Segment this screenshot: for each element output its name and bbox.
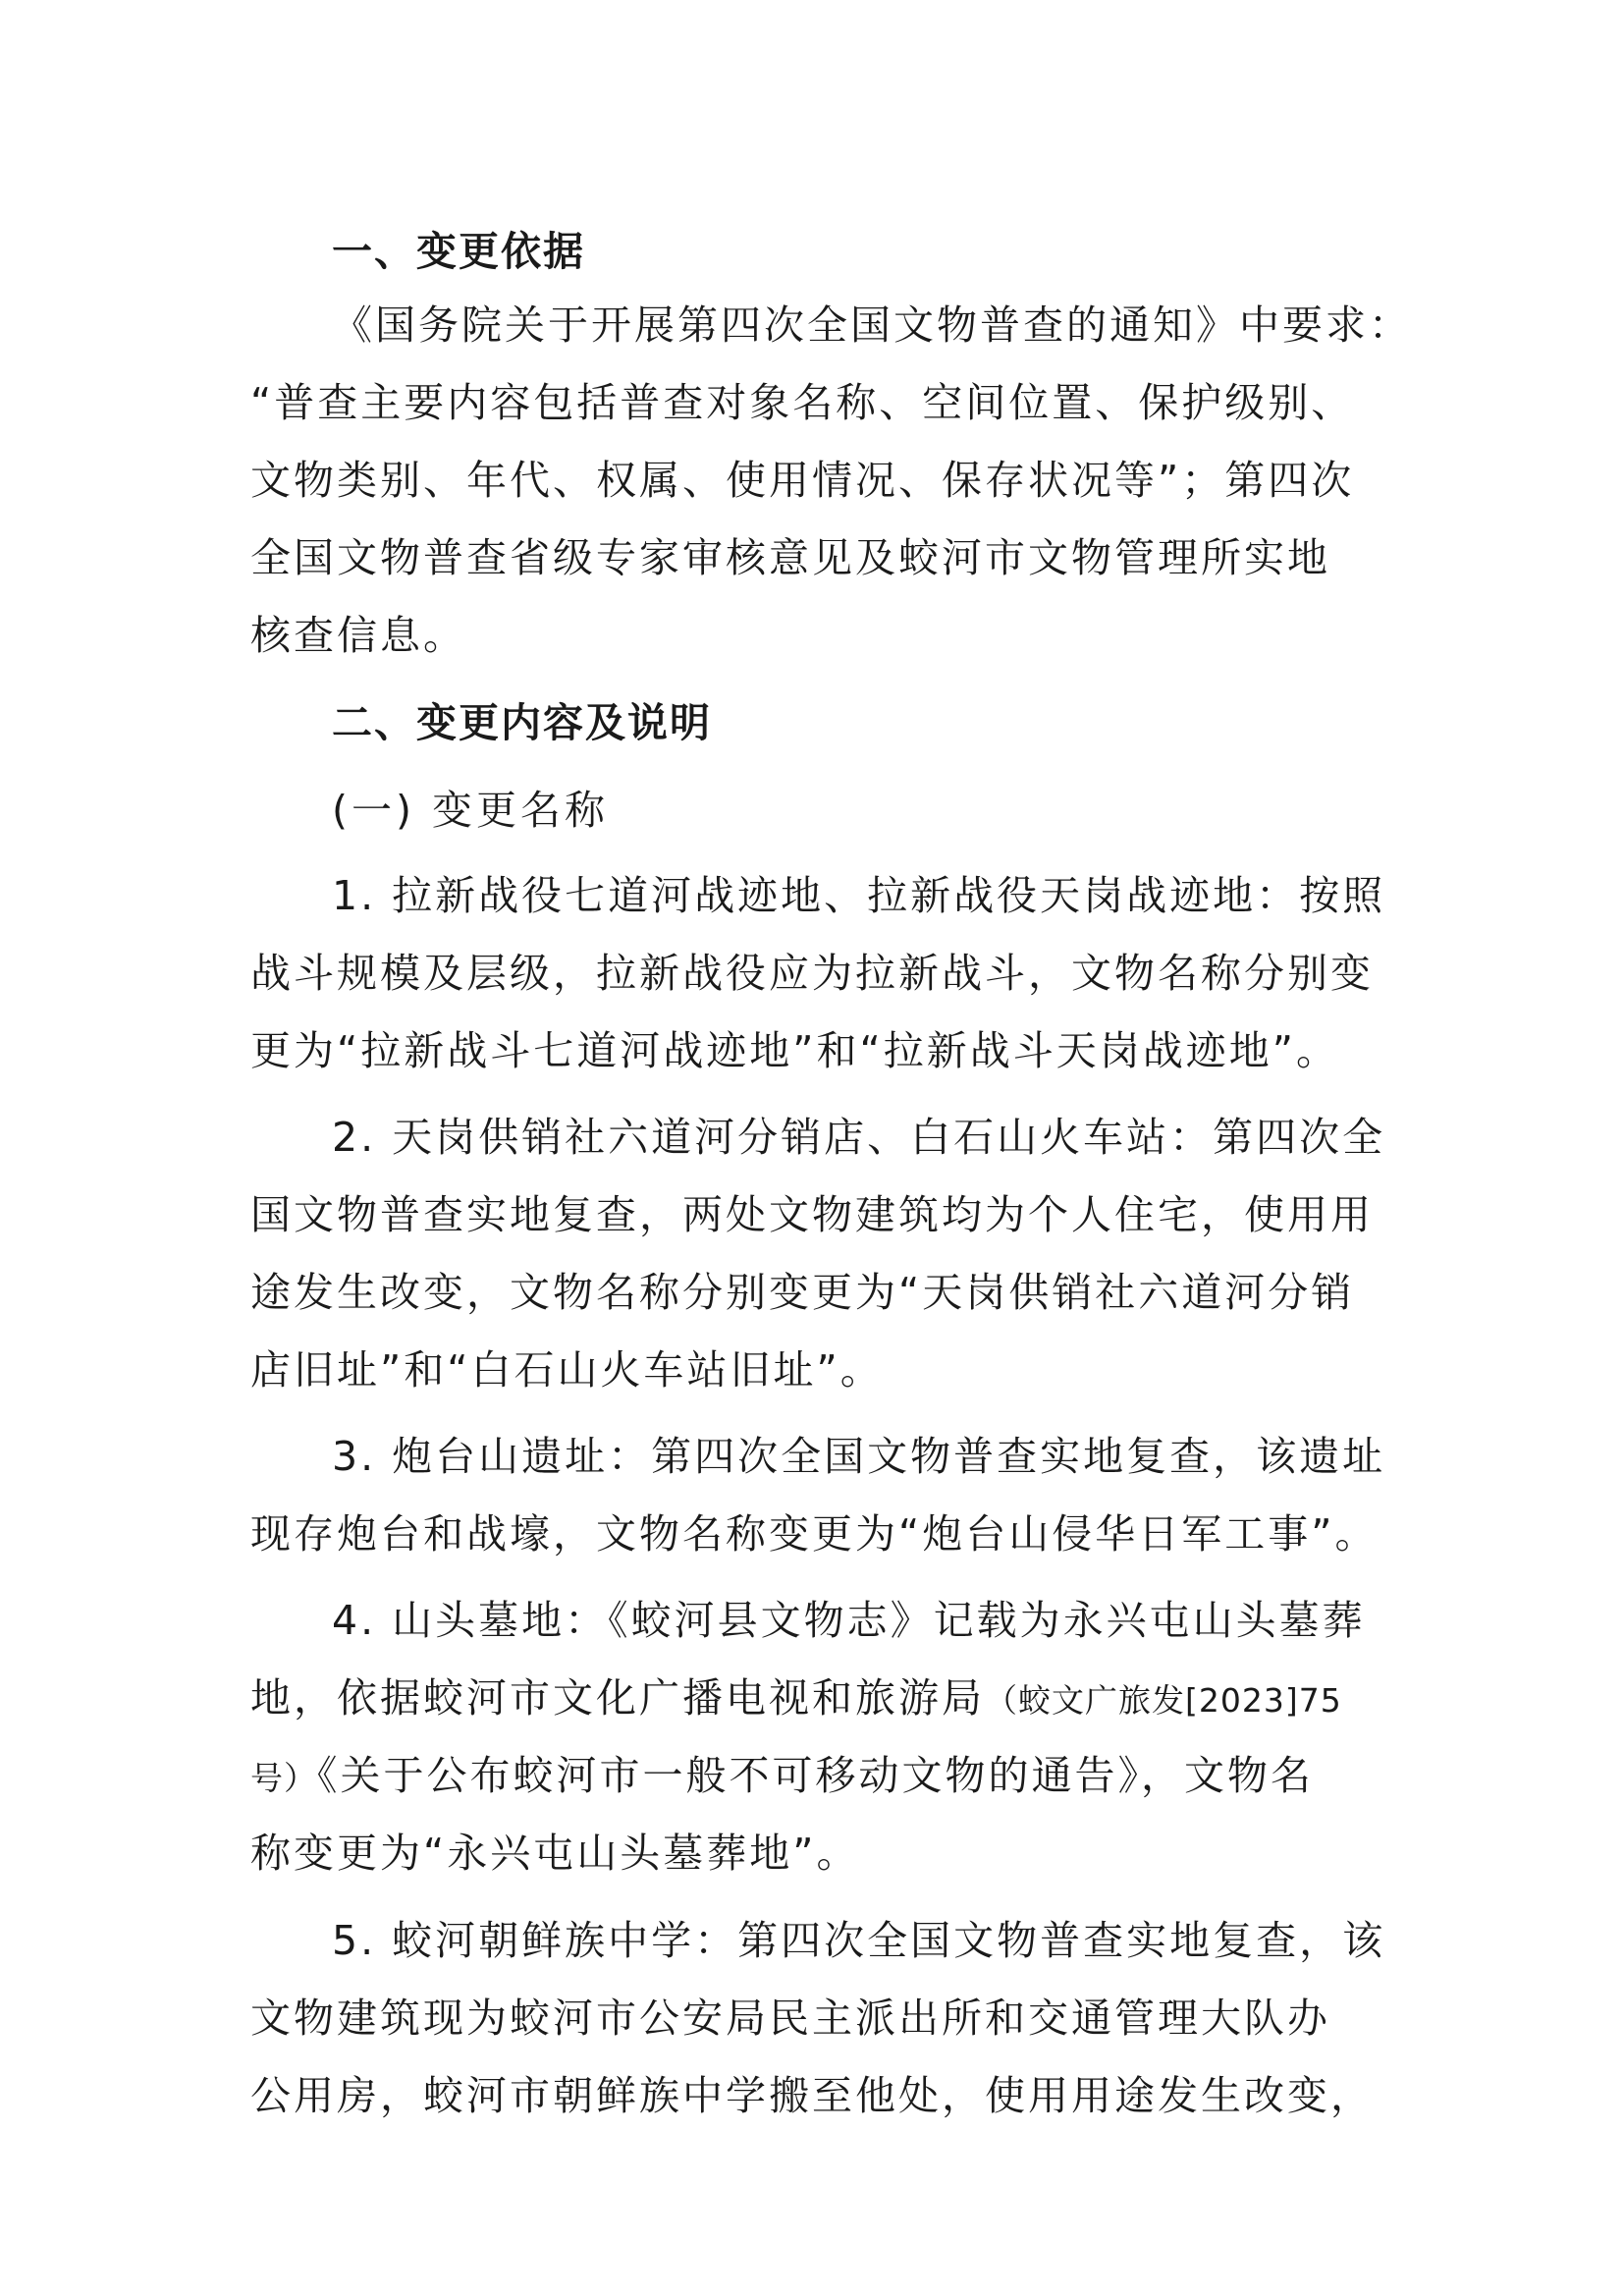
item-2-line: 2. 天岗供销社六道河分销店、白石山火车站：第四次全 [332, 1114, 1386, 1161]
paragraph-line: 文物类别、年代、权属、使用情况、保存状况等”；第四次 [250, 457, 1355, 504]
paragraph-line: 全国文物普查省级专家审核意见及蛟河市文物管理所实地 [250, 534, 1330, 581]
item-3-line: 现存炮台和战壕，文物名称变更为“炮台山侵华日军工事”。 [250, 1510, 1379, 1558]
paragraph-line: 核查信息。 [250, 612, 466, 659]
subsection-heading-name-change: (一) 变更名称 [332, 787, 610, 834]
paragraph-line: 《国务院关于开展第四次全国文物普查的通知》中要求： [332, 301, 1412, 349]
item-2-line: 店旧址”和“白石山火车站旧址”。 [250, 1346, 884, 1394]
item-4-line [250, 1668, 1380, 1727]
item-4-text: 《关于公布蛟河市一般不可移动文物的通告》，文物名 [317, 1752, 1314, 1799]
section-heading-basis: 一、变更依据 [332, 228, 585, 275]
paragraph-line: “普查主要内容包括普查对象名称、空间位置、保护级别、 [250, 379, 1355, 426]
item-5-line: 公用房，蛟河市朝鲜族中学搬至他处，使用用途发生改变， [250, 2072, 1374, 2119]
item-4-line: 称变更为“永兴屯山头墓葬地”。 [250, 1830, 860, 1877]
item-1-line: 1. 拉新战役七道河战迹地、拉新战役天岗战迹地：按照 [332, 872, 1386, 919]
item-3-line: 3. 炮台山遗址：第四次全国文物普查实地复查，该遗址 [332, 1433, 1386, 1480]
item-1-line: 战斗规模及层级，拉新战役应为拉新战斗，文物名称分别变 [250, 950, 1374, 997]
item-4-line [250, 1746, 1380, 1805]
item-4-line: 4. 山头墓地：《蛟河县文物志》记载为永兴屯山头墓葬 [332, 1597, 1366, 1644]
item-5-line: 文物建筑现为蛟河市公安局民主派出所和交通管理大队办 [250, 1995, 1330, 2042]
item-4-doc-number: （蛟文广旅发[2023]75 [985, 1681, 1342, 1720]
item-2-line: 国文物普查实地复查，两处文物建筑均为个人住宅，使用用 [250, 1191, 1374, 1238]
item-4-text: 地，依据蛟河市文化广播电视和旅游局 [250, 1674, 985, 1722]
item-1-line: 更为“拉新战斗七道河战迹地”和“拉新战斗天岗战迹地”。 [250, 1027, 1339, 1074]
section-heading-changes: 二、变更内容及说明 [332, 699, 712, 746]
item-2-line: 途发生改变，文物名称分别变更为“天岗供销社六道河分销 [250, 1269, 1355, 1316]
item-4-doc-number-end: 号） [250, 1759, 317, 1797]
item-5-line: 5. 蛟河朝鲜族中学：第四次全国文物普查实地复查，该 [332, 1917, 1386, 1964]
